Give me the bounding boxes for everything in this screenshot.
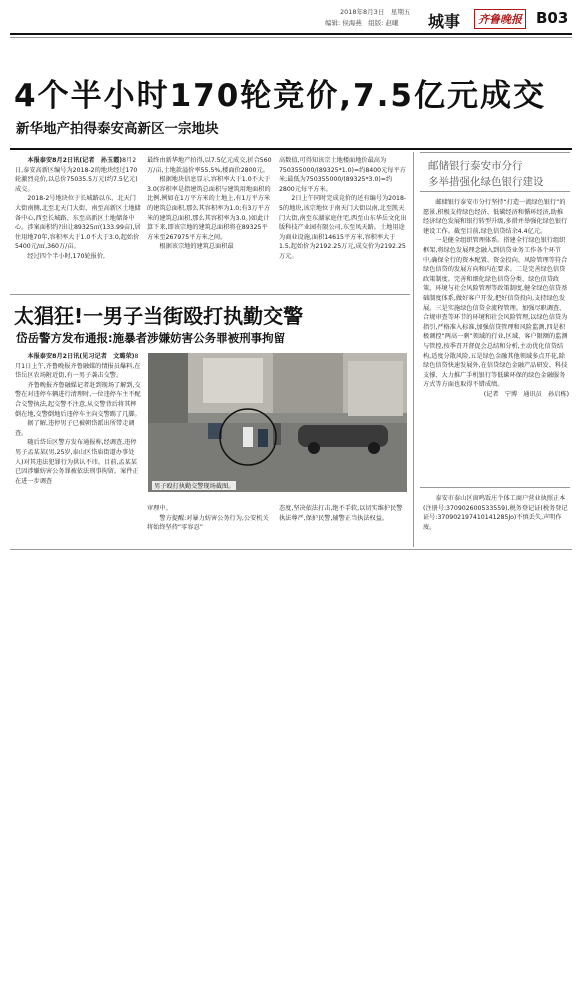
- notice-text: 泰安市泰山区窗鸣饭庄个体工商户营业执照正本(注册号:370902600533559),税务登记证(税务登记证号:370902197410141285Jo)不慎丢失,声明作废。: [423, 495, 568, 531]
- lead-subhead: 新华地产拍得泰安高新区一宗地块: [16, 121, 219, 137]
- sidebar-divider: [413, 152, 414, 547]
- second-story-top-rule: [10, 294, 410, 295]
- notice-block: [423, 494, 569, 532]
- second-subhead: 岱岳警方发布通报:施暴者涉嫌妨害公务罪被刑事拘留: [16, 331, 286, 345]
- second-column-1: [15, 352, 142, 486]
- lead-column-2: [147, 156, 273, 252]
- sidebar-credit: (记者 宁博 通讯员 孙启栋): [483, 390, 569, 398]
- lead-col2-p2: 根据地块信息显示,容积率大于1.0不大于3.0(容积率是指建筑总面积与建筑用地面积的比例,例如在1万平方米的土地上,有1万平方米的建筑总面积,那么其容积率为1.0;有3万平方米的建筑总面积,那么其容积率为3.0。)如此计算下来,即该宗地的建筑总面积将在89325平方米至267975平方米之间。: [147, 176, 271, 241]
- street-photo-image: [148, 353, 407, 492]
- lead-headline: 4个半小时170轮竞价,7.5亿元成交: [14, 78, 546, 114]
- street-photo: [148, 353, 407, 492]
- sidebar-title-rule: [420, 191, 570, 192]
- second-col1-p4: 随后岱岳区警方发布通报称,经调查,违停男子孟某某(男,25岁,泰山区岱庙街道办事处人)对其违法犯罪行为供认不讳。目前,孟某某已因涉嫌妨害公务罪被依法刑事拘留。案件正在进一步调查: [15, 439, 139, 485]
- sidebar-p1: 邮储银行泰安市分行坚持“打造一流绿色银行”的愿景,积极支持绿色经济、低碳经济和循环经济,助推经济绿色发展和银行转型升级,多措并举强化绿色银行建设工作。截至目前,绿色信贷结余4.4亿元。: [423, 199, 568, 235]
- masthead-date: 2018年8月3日 星期五: [340, 8, 411, 16]
- lead-column-3: [279, 156, 407, 262]
- section-name: 城事: [428, 12, 461, 31]
- second-col1-p3: 据了解,违停男子已被朝岱派出所带走调查。: [15, 420, 135, 437]
- sidebar-title-1: 邮储银行泰安市分行: [428, 160, 523, 172]
- lead-col2-p3: 根据该宗地的建筑总面积最: [159, 243, 234, 251]
- lead-col2-p1: 最终由新华地产拍得,以7.5亿元成交,折合560万/亩,土地款溢价率55.5%,楼面价2800元。: [147, 157, 272, 174]
- masthead-rule-thin: [10, 37, 572, 38]
- second-column-3: [279, 504, 407, 523]
- second-col2-p1: 审理中。: [147, 505, 172, 512]
- lead-col1-p3: 经过四个半小时,170轮报价,: [27, 252, 106, 260]
- lead-col3-p2: 2日上午同时完成竞价的还有编号为2018-5的地块,该宗地位于南天门大街以南,北至凯天门大街,南至东湖家庭住宅,西至山东华岳文化出版科技产业园有限公司,东至凤天路。土地用途为商业设施,面积14615平方米,容积率大于1.5,起始价为2192.25万元,成交价为2192.25万元。: [279, 195, 407, 260]
- sidebar-p2: 一是健全组织管理体系。搭建全行绿色银行组织框架,将绿色发展理念融入到信贷业务工作各个环节中,确保全行的资本配置、资金投向、风险管理等符合绿色信贷的发展方向和内在要求。二是完善绿色信贷政策制度。完善和细化绿色信贷分类、绿色信贷政策、环境与社会风险管理等政策制度,健全绿色信贷基础制度体系,做好客户开发,把好信贷投向,支持绿色发展。三是实施绿色信贷全流程管理。加强尽职调查、合规审查等环节的环境和社会风险管理,以绿色信贷为指引,严格准入标准,加强信贷管理和风险监测,四是积极调控“两高一剩”领域的行业,区域、客户限额的监测与管控,按季召开督促会总结和分析,主动优化信贷结构,适度分散风险,五是绿色金融其他领域多点开花,除绿色信贷快速发展外,在信贷绿色金融产品研发、科技支撑、大力推广手机银行等低碳环保的绿色金融服务方式等方面也取得不错成绩。: [423, 237, 568, 389]
- second-col2-p2: 警方提醒:对暴力妨害公务行为,公安机关将始终坚持“零容忍”: [147, 514, 269, 532]
- second-column-2: [147, 504, 273, 533]
- paper-logo: 齐鲁晚报: [474, 9, 526, 29]
- page-number: B03: [536, 9, 569, 27]
- masthead-editors: 编辑: 侯海燕 组版: 赵曦: [325, 19, 399, 27]
- lead-byline: 本报泰安8月2日讯(记者 孙玉霞): [27, 157, 123, 164]
- lead-column-1: [15, 156, 142, 262]
- lead-col3-p1: 高数值,可得知该宗土地楼面地价最高为750355000/(89325*1.0)=约8400元每平方米;最低为750355000/(89325*3.0)=约2800元每平方米。: [279, 157, 406, 193]
- lead-divider: [10, 148, 572, 150]
- photo-caption: 男子殴打执勤交警现场截图。: [154, 483, 235, 490]
- second-col1-p2: 齐鲁晚报齐鲁融媒记者赶到现场了解到,交警在对违停车辆进行清理时,一位违停车主不配合交警执法,起交警不注意,从交警背后将其摔倒在地,交警倒地后违停车主向交警踢了几脚。: [15, 381, 141, 418]
- second-headline: 太猖狂!一男子当街殴打执勤交警: [14, 304, 304, 328]
- second-col3-p1: 态度,坚决依法打击,绝不手软,以切实维护民警执法尊严,保护民警,辅警正当执法权益。: [279, 505, 403, 522]
- masthead-rule: [10, 33, 572, 35]
- sidebar-top-rule: [420, 152, 570, 153]
- sidebar-title-2: 多举措强化绿色银行建设: [428, 176, 544, 188]
- notice-top-rule: [420, 487, 570, 488]
- lead-col1-p1: 8月2日,泰安高新区编号为2018-2的地块经过170轮激烈竞价,以总价75035.5万元(约7.5亿元)成交。: [15, 157, 138, 193]
- lead-col1-p2: 2018-2号地块位于长城路以东、北天门大街南侧,北至北天门大街、南至高新区土地储备中心,西至长城路、东至高新区土地储备中心。涉案面积约?出让89325㎡(133.99亩),居住用地70年,容积率大于1.0不大于3.0,起始价5400元/㎡,360万/亩。: [15, 195, 141, 251]
- page-bottom-rule: [10, 549, 572, 550]
- second-col1-p1: 8月1日上午,齐鲁晚报齐鲁融媒的情报员爆料,在岱岳区农场附近街,有一男子袭击交警。: [15, 353, 141, 380]
- sidebar-body: [423, 198, 569, 399]
- second-byline: 本报泰安8月2日讯(见习记者 文璐荣): [27, 353, 135, 360]
